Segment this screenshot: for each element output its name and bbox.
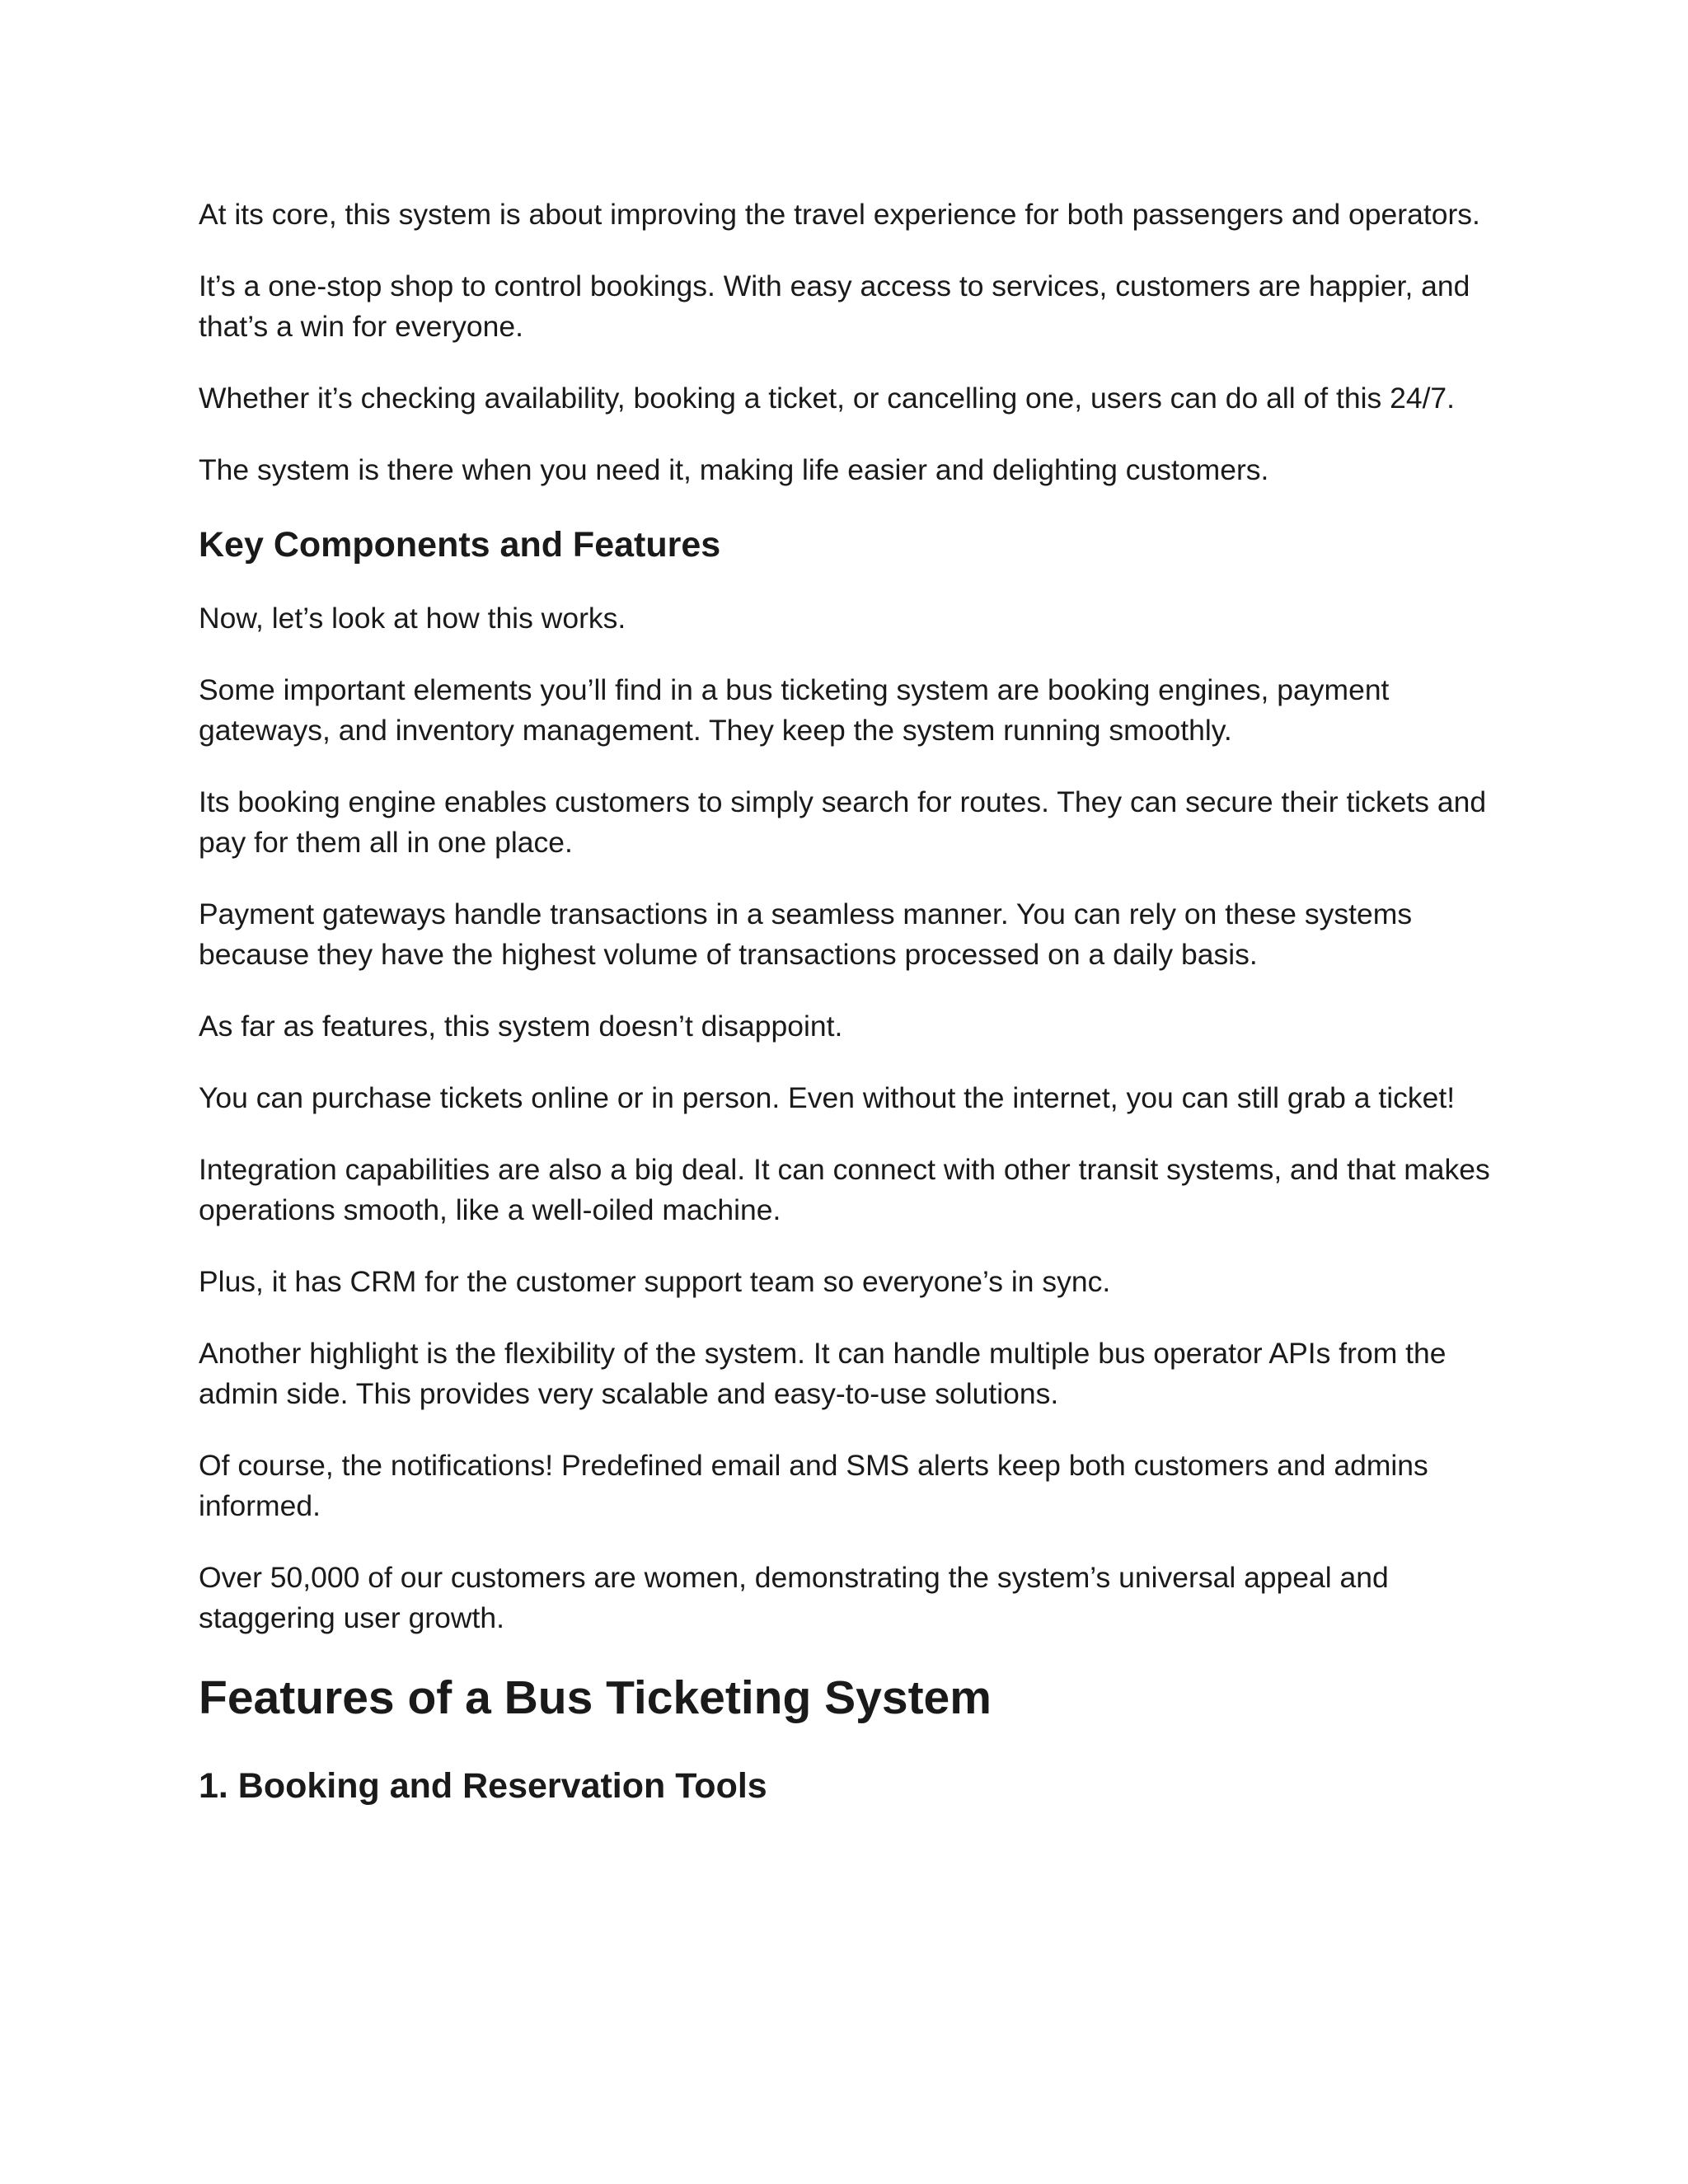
body-paragraph: Plus, it has CRM for the customer support team so everyone’s in sync. xyxy=(199,1265,1111,1298)
body-paragraph: Of course, the notifications! Predefined email and SMS alerts keep both customers and admins informed. xyxy=(199,1449,1428,1522)
body-paragraph: Now, let’s look at how this works. xyxy=(199,602,626,635)
body-paragraph: Its booking engine enables customers to simply search for routes. They can secure their tickets and pay for them all in one place. xyxy=(199,785,1487,859)
body-paragraph: Over 50,000 of our customers are women, demonstrating the system’s universal appeal and staggering user growth. xyxy=(199,1561,1389,1634)
intro-paragraph: The system is there when you need it, making life easier and delighting customers. xyxy=(199,453,1269,486)
document-body xyxy=(199,194,1493,1840)
body-paragraph: You can purchase tickets online or in person. Even without the internet, you can still grab a ticket! xyxy=(199,1081,1456,1114)
intro-paragraph: It’s a one-stop shop to control bookings. With easy access to services, customers are happier, and that’s a win for everyone. xyxy=(199,269,1470,343)
booking-tools-subheading: 1. Booking and Reservation Tools xyxy=(199,1766,767,1806)
key-components-heading: Key Components and Features xyxy=(199,525,721,565)
body-paragraph: As far as features, this system doesn’t disappoint. xyxy=(199,1010,843,1043)
body-paragraph: Integration capabilities are also a big deal. It can connect with other transit systems, and that makes operations smooth, like a well-oiled machine. xyxy=(199,1153,1490,1226)
intro-paragraph: At its core, this system is about improving the travel experience for both passengers and operators. xyxy=(199,198,1480,231)
features-heading: Features of a Bus Ticketing System xyxy=(199,1671,992,1724)
body-paragraph: Payment gateways handle transactions in a seamless manner. You can rely on these systems because they have the highest volume of transactions processed on a daily basis. xyxy=(199,898,1413,971)
body-paragraph: Some important elements you’ll find in a bus ticketing system are booking engines, payment gateways, and inventory management. They keep the system running smoothly. xyxy=(199,673,1390,747)
body-paragraph: Another highlight is the flexibility of the system. It can handle multiple bus operator APIs from the admin side. This provides very scalable and easy-to-use solutions. xyxy=(199,1337,1447,1410)
intro-paragraph: Whether it’s checking availability, booking a ticket, or cancelling one, users can do all of this 24/7. xyxy=(199,382,1456,415)
